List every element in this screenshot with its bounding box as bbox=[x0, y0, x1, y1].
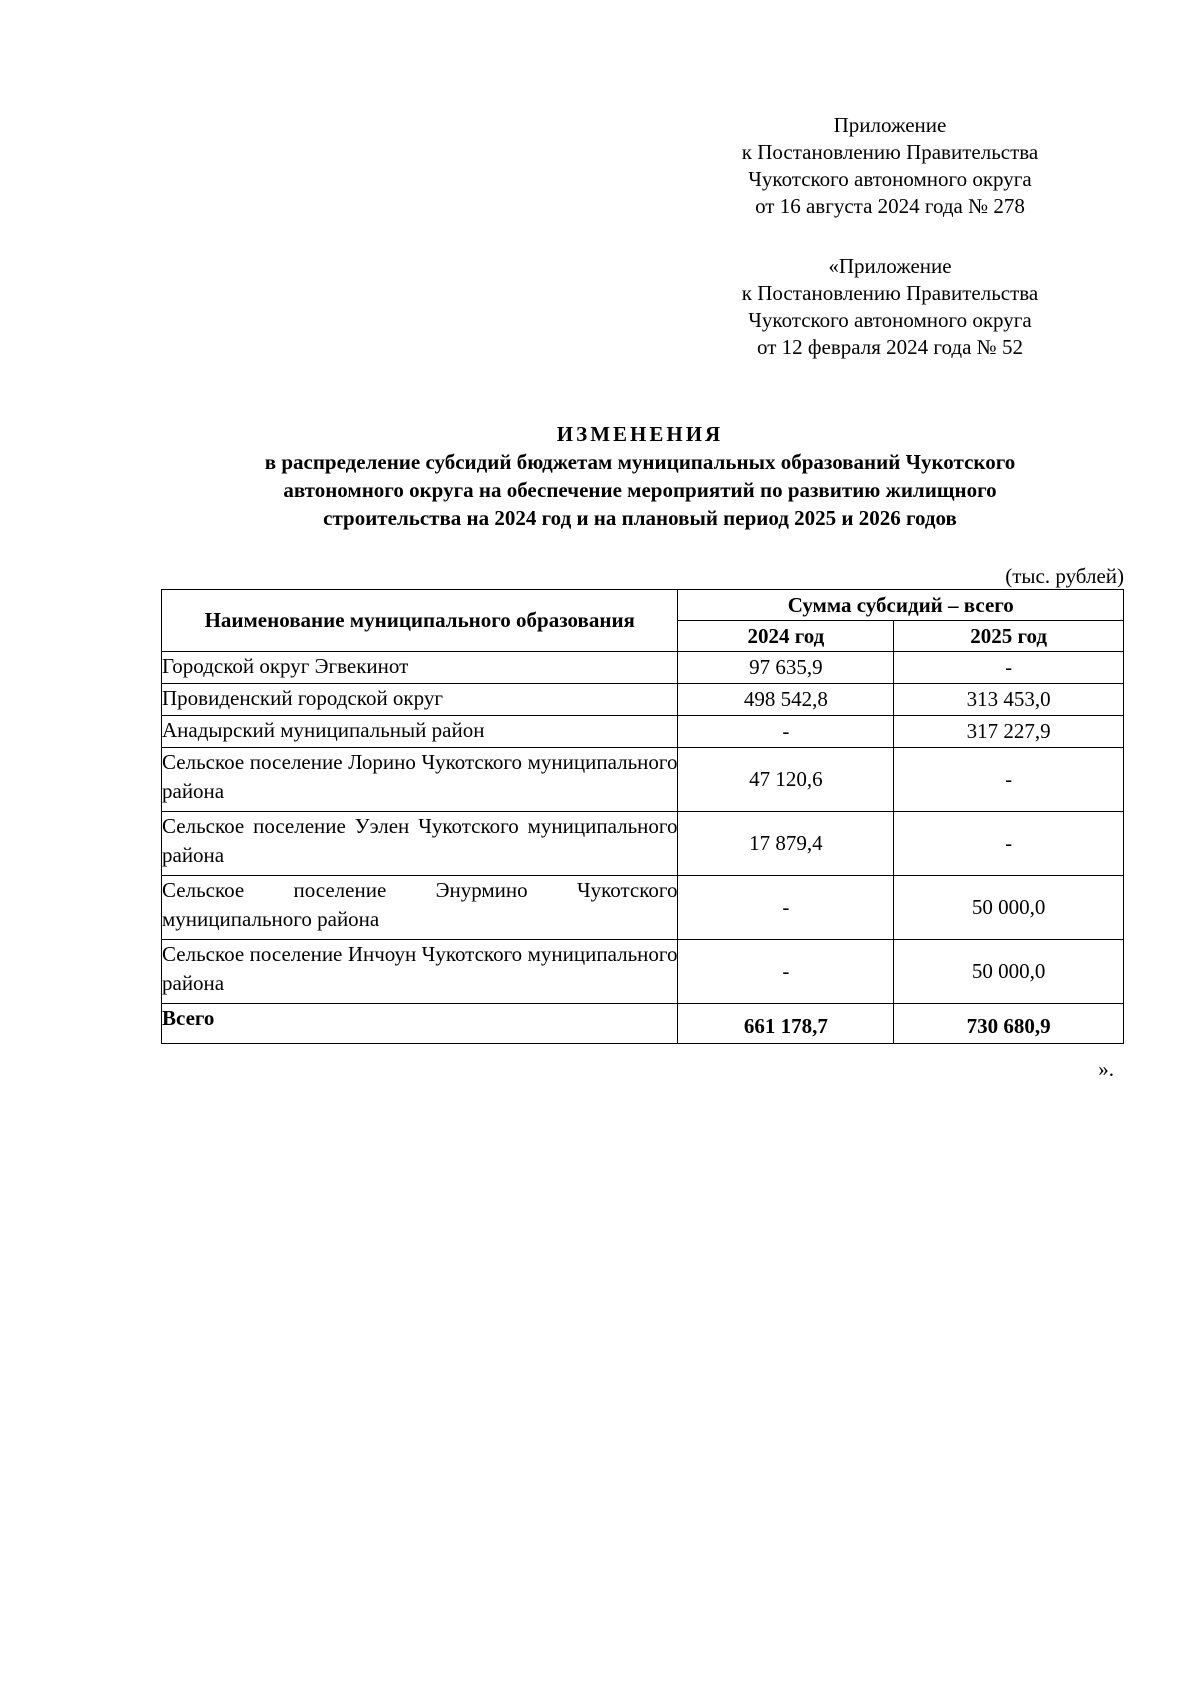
appendix-header-line: от 16 августа 2024 года № 278 bbox=[755, 194, 1025, 218]
appendix-header-line: к Постановлению Правительства bbox=[741, 140, 1039, 164]
quoted-appendix-header bbox=[720, 253, 1060, 361]
header-year-2025: 2025 год bbox=[894, 621, 1124, 652]
units-label: (тыс. рублей) bbox=[1005, 564, 1124, 588]
header-year-2024: 2024 год bbox=[678, 621, 894, 652]
total-value-2024: 661 178,7 bbox=[678, 1004, 894, 1044]
row-name: Сельское поселение Уэлен Чукотского муниципального района bbox=[162, 812, 678, 876]
row-name: Сельское поселение Энурмино Чукотского муниципального района bbox=[162, 876, 678, 940]
row-value-2024: 498 542,8 bbox=[678, 684, 894, 716]
row-value-2025: - bbox=[894, 812, 1124, 876]
row-name: Анадырский муниципальный район bbox=[162, 716, 678, 748]
row-value-2025: 317 227,9 bbox=[894, 716, 1124, 748]
table-row bbox=[162, 652, 1124, 684]
row-value-2025: 313 453,0 bbox=[894, 684, 1124, 716]
row-value-2024: 47 120,6 bbox=[678, 748, 894, 812]
table-row bbox=[162, 940, 1124, 1004]
document-subtitle bbox=[185, 448, 1095, 532]
row-value-2024: - bbox=[678, 716, 894, 748]
row-name: Городской округ Эгвекинот bbox=[162, 652, 678, 684]
appendix-header-line: Приложение bbox=[833, 113, 947, 137]
row-name: Сельское поселение Инчоун Чукотского муниципального района bbox=[162, 940, 678, 1004]
total-value-2025: 730 680,9 bbox=[894, 1004, 1124, 1044]
row-value-2024: 97 635,9 bbox=[678, 652, 894, 684]
row-value-2025: - bbox=[894, 652, 1124, 684]
table-row bbox=[162, 876, 1124, 940]
subtitle-line: в распределение субсидий бюджетам муниципальных образований Чукотского bbox=[264, 450, 1016, 474]
subtitle-line: строительства на 2024 год и на плановый период 2025 и 2026 годов bbox=[323, 506, 957, 530]
row-value-2025: 50 000,0 bbox=[894, 876, 1124, 940]
quoted-appendix-line: «Приложение bbox=[828, 254, 952, 278]
row-value-2025: 50 000,0 bbox=[894, 940, 1124, 1004]
total-row bbox=[162, 1004, 1124, 1044]
subsidies-table bbox=[161, 589, 1124, 1044]
appendix-header-line: Чукотского автономного округа bbox=[748, 167, 1032, 191]
table-row bbox=[162, 684, 1124, 716]
header-sum-group: Сумма субсидий – всего bbox=[678, 590, 1124, 621]
header-name-column: Наименование муниципального образования bbox=[162, 590, 678, 652]
quoted-appendix-line: от 12 февраля 2024 года № 52 bbox=[757, 335, 1023, 359]
row-value-2024: 17 879,4 bbox=[678, 812, 894, 876]
table-row bbox=[162, 716, 1124, 748]
total-label: Всего bbox=[162, 1004, 678, 1044]
title-block bbox=[150, 420, 1130, 532]
appendix-header bbox=[720, 112, 1060, 220]
row-value-2024: - bbox=[678, 940, 894, 1004]
table-row bbox=[162, 748, 1124, 812]
document-title: ИЗМЕНЕНИЯ bbox=[556, 422, 724, 446]
row-value-2024: - bbox=[678, 876, 894, 940]
subtitle-line: автономного округа на обеспечение мероприятий по развитию жилищного bbox=[283, 478, 997, 502]
quoted-appendix-line: к Постановлению Правительства bbox=[741, 281, 1039, 305]
row-name: Провиденский городской округ bbox=[162, 684, 678, 716]
row-name: Сельское поселение Лорино Чукотского муниципального района bbox=[162, 748, 678, 812]
closing-quote-mark: ». bbox=[1098, 1057, 1114, 1081]
table-row bbox=[162, 812, 1124, 876]
quoted-appendix-line: Чукотского автономного округа bbox=[748, 308, 1032, 332]
row-value-2025: - bbox=[894, 748, 1124, 812]
